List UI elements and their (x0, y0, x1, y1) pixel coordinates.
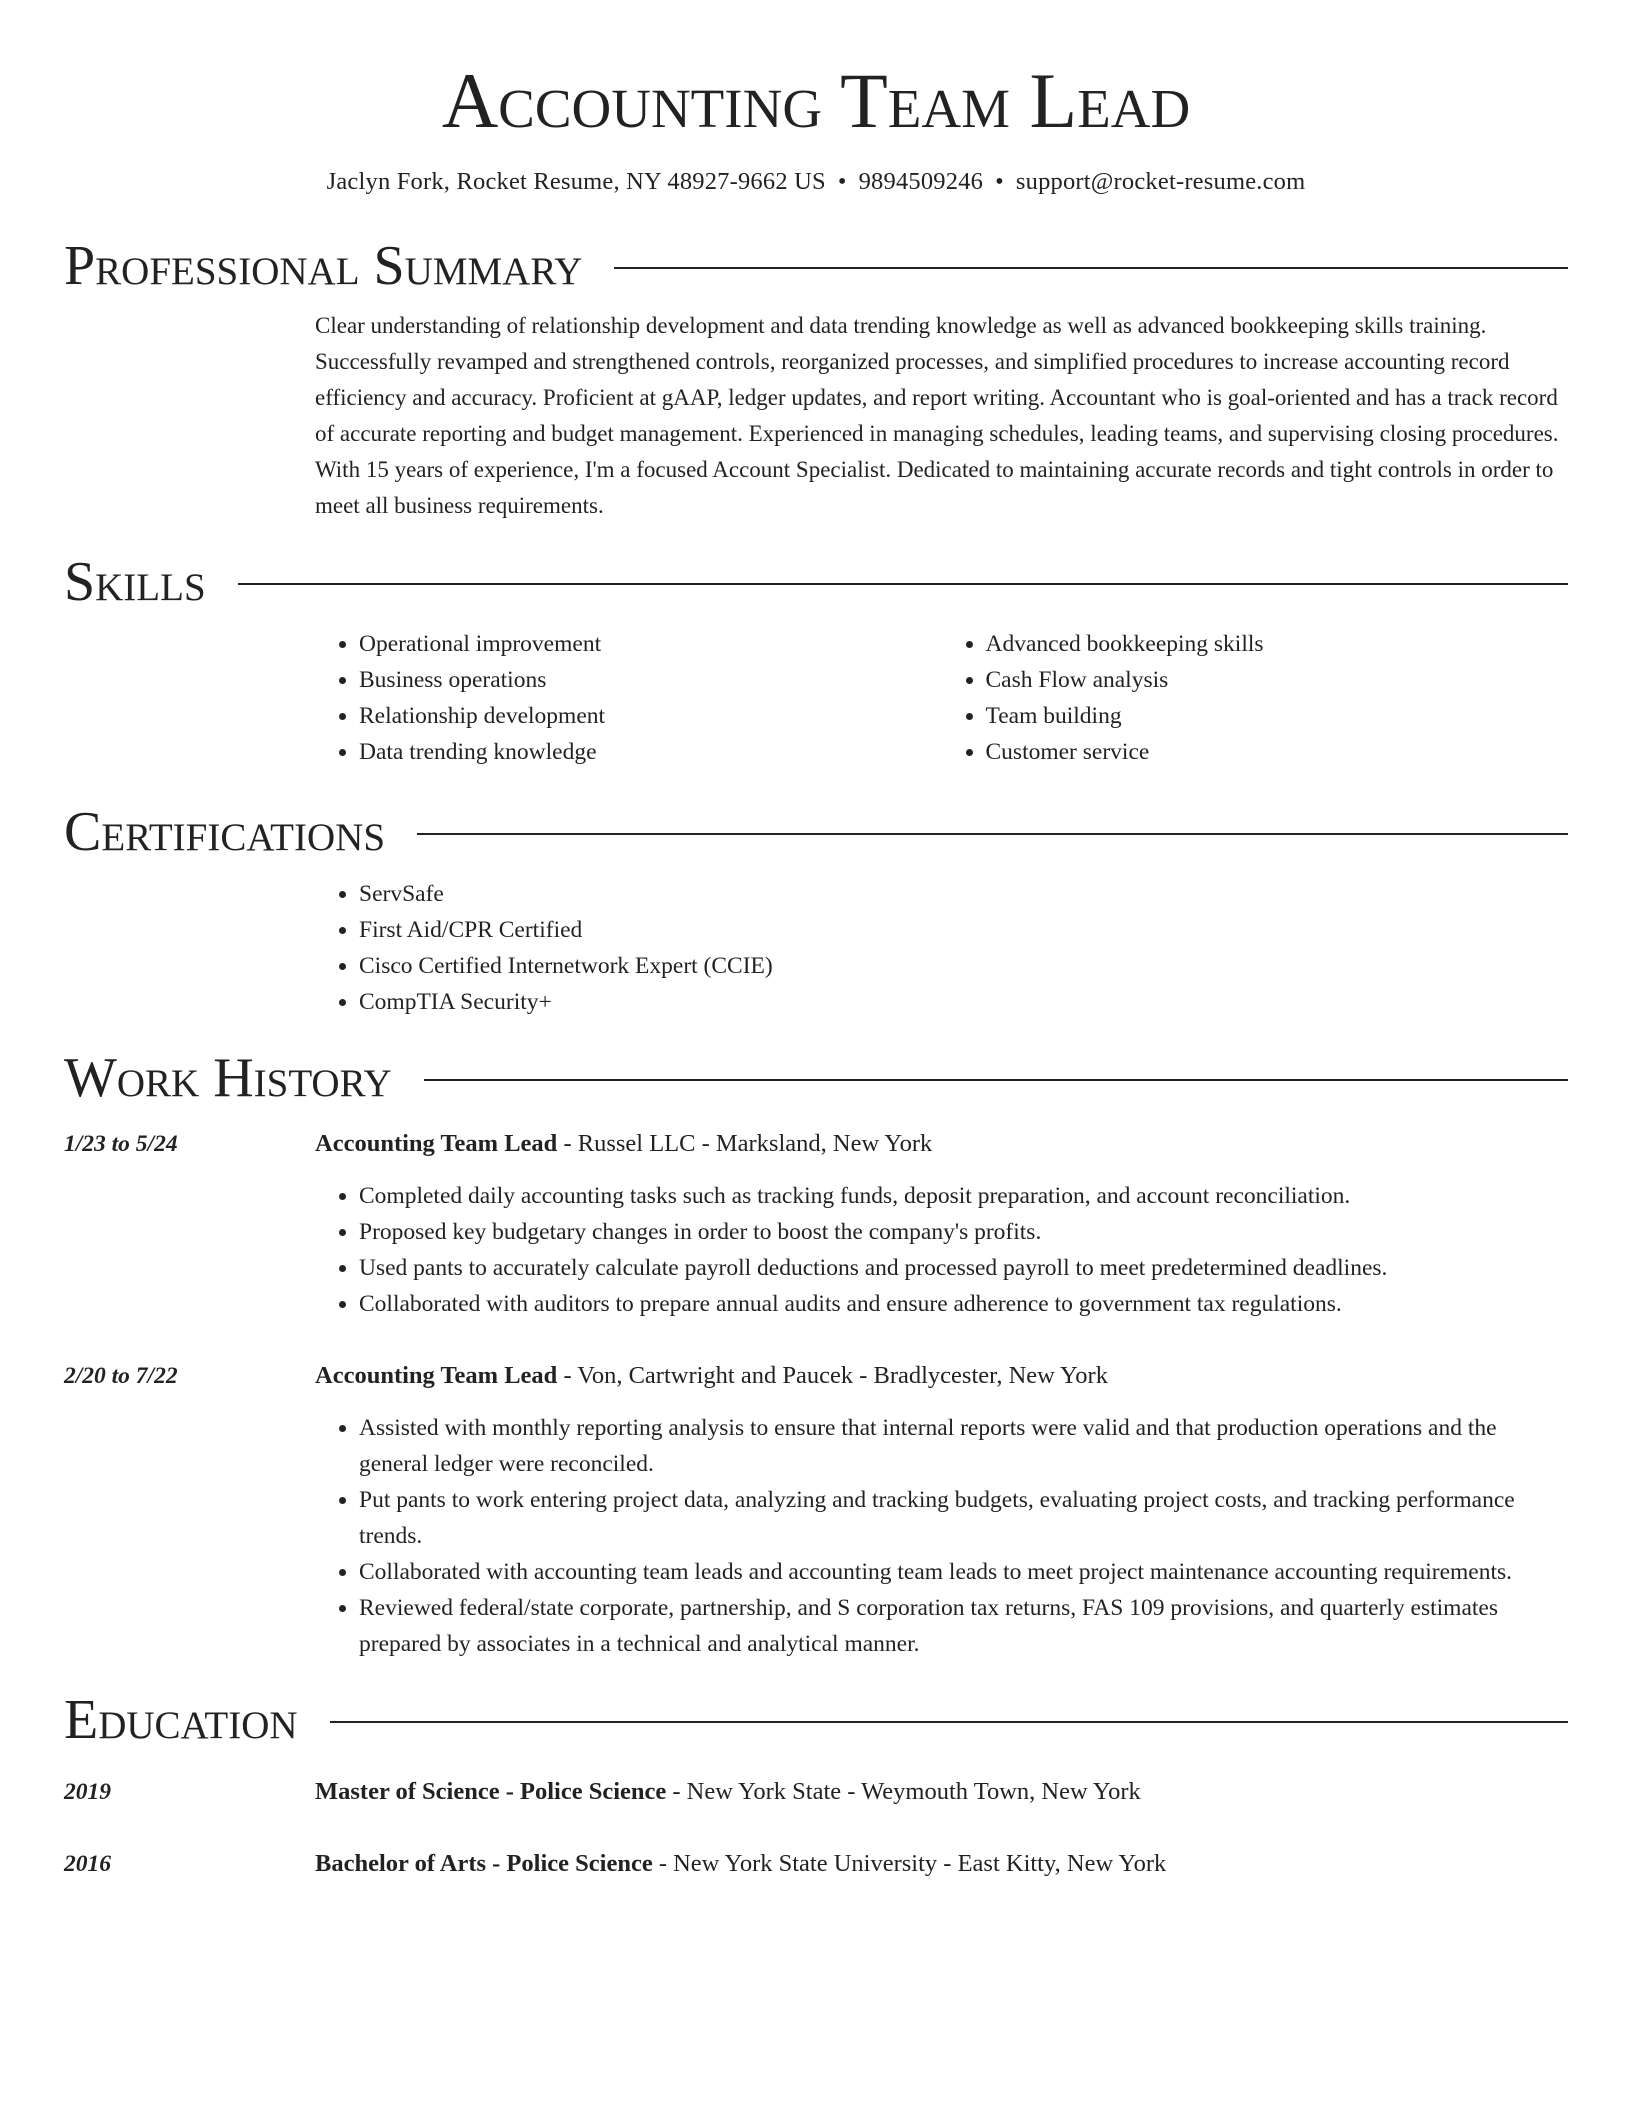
work-content (315, 1126, 1568, 1322)
education-entry (64, 1774, 1568, 1810)
work-bullet: • Assisted with monthly reporting analysis to ensure that internal reports were valid and that production operations and the general ledger were reconciled. (359, 1410, 1568, 1482)
skill-item: • Advanced bookkeeping skills (986, 626, 1569, 662)
work-bullet: • Completed daily accounting tasks such as tracking funds, deposit preparation, and account reconciliation. (359, 1178, 1568, 1214)
work-bullet: • Proposed key budgetary changes in order to boost the company's profits. (359, 1214, 1568, 1250)
skills-grid (315, 626, 1568, 770)
section-divider (417, 833, 1568, 835)
section-divider (614, 267, 1568, 269)
section-divider (330, 1721, 1568, 1723)
skill-item: • Customer service (986, 734, 1569, 770)
contact-separator: • (837, 168, 847, 195)
education-heading (315, 1774, 1568, 1810)
skills-list-right (942, 626, 1569, 770)
work-date: 1/23 to 5/24 (64, 1131, 178, 1157)
education-section-title: Education (64, 1689, 298, 1751)
work-role: Accounting Team Lead (315, 1130, 558, 1157)
education-section-header (64, 1689, 1568, 1751)
work-date: 2/20 to 7/22 (64, 1363, 178, 1389)
work-content (315, 1358, 1568, 1662)
certifications-list (315, 876, 1568, 1020)
summary-text: Clear understanding of relationship development and data trending knowledge as well as advanced bookkeeping skills training. Successfully revamped and strengthened controls, reorganized processes, and simplified procedures to increase accounting record efficiency and accuracy. Proficient at gAAP, ledger updates, and report writing. Accountant who is goal-oriented and has a track record of accurate reporting and budget management. Experienced in managing schedules, leading teams, and supervising closing procedures. With 15 years of experience, I'm a focused Account Specialist. Dedicated to maintaining accurate records and tight controls in order to meet all business requirements. (315, 313, 1559, 518)
education-degree: Bachelor of Arts - Police Science (315, 1850, 653, 1877)
education-details: - New York State - Weymouth Town, New York (666, 1778, 1141, 1805)
section-divider (424, 1079, 1568, 1081)
education-date: 2016 (64, 1851, 111, 1877)
work-section-header (64, 1047, 1568, 1109)
contact-address: Jaclyn Fork, Rocket Resume, NY 48927-9662 US (326, 168, 826, 195)
education-degree: Master of Science - Police Science (315, 1778, 667, 1805)
contact-separator: • (995, 168, 1004, 195)
work-entry (64, 1358, 1568, 1662)
contact-phone: 9894509246 (858, 168, 984, 195)
section-divider (238, 583, 1568, 585)
skills-list-left (315, 626, 942, 770)
certification-item: • Cisco Certified Internetwork Expert (CCIE) (359, 948, 1568, 984)
certification-item: • First Aid/CPR Certified (359, 912, 1568, 948)
certifications-body (315, 876, 1568, 1020)
education-heading (315, 1846, 1568, 1882)
work-bullet: • Used pants to accurately calculate payroll deductions and processed payroll to meet predetermined deadlines. (359, 1250, 1568, 1286)
summary-section-title: Professional Summary (64, 235, 583, 297)
work-bullet: • Put pants to work entering project data, analyzing and tracking budgets, evaluating project costs, and tracking performance trends. (359, 1482, 1568, 1554)
work-heading (315, 1358, 1568, 1394)
skill-item: • Cash Flow analysis (986, 662, 1569, 698)
certification-item: • ServSafe (359, 876, 1568, 912)
certifications-section-title: Certifications (64, 801, 386, 863)
education-content (315, 1774, 1568, 1810)
certification-item: • CompTIA Security+ (359, 984, 1568, 1020)
contact-email: support@rocket-resume.com (1015, 168, 1306, 195)
summary-section-header (64, 235, 1568, 297)
contact-line (64, 168, 1568, 196)
education-details: - New York State University - East Kitty, New York (652, 1850, 1167, 1877)
skills-section-header (64, 551, 1568, 613)
skill-item: • Operational improvement (359, 626, 942, 662)
certifications-section-header (64, 801, 1568, 863)
work-bullet: • Collaborated with auditors to prepare annual audits and ensure adherence to government tax regulations. (359, 1286, 1568, 1322)
education-entry (64, 1846, 1568, 1882)
work-bullets (315, 1178, 1568, 1322)
work-details: - Russel LLC - Marksland, New York (557, 1130, 933, 1157)
work-heading (315, 1126, 1568, 1162)
resume-title: Accounting Team Lead (441, 57, 1191, 144)
skill-item: • Data trending knowledge (359, 734, 942, 770)
skills-section-title: Skills (64, 551, 206, 613)
education-date: 2019 (64, 1779, 111, 1805)
work-bullet: • Collaborated with accounting team leads and accounting team leads to meet project maintenance accounting requirements. (359, 1554, 1568, 1590)
work-role: Accounting Team Lead (315, 1362, 558, 1389)
work-details: - Von, Cartwright and Paucek - Bradlycester, New York (557, 1362, 1108, 1389)
skill-item: • Business operations (359, 662, 942, 698)
education-content (315, 1846, 1568, 1882)
work-section-title: Work History (64, 1047, 392, 1109)
work-bullets (315, 1410, 1568, 1662)
work-bullet: • Reviewed federal/state corporate, partnership, and S corporation tax returns, FAS 109 provisions, and quarterly estimates prepared by associates in a technical and analytical manner. (359, 1590, 1568, 1662)
skill-item: • Relationship development (359, 698, 942, 734)
skill-item: • Team building (986, 698, 1569, 734)
work-entry (64, 1126, 1568, 1322)
